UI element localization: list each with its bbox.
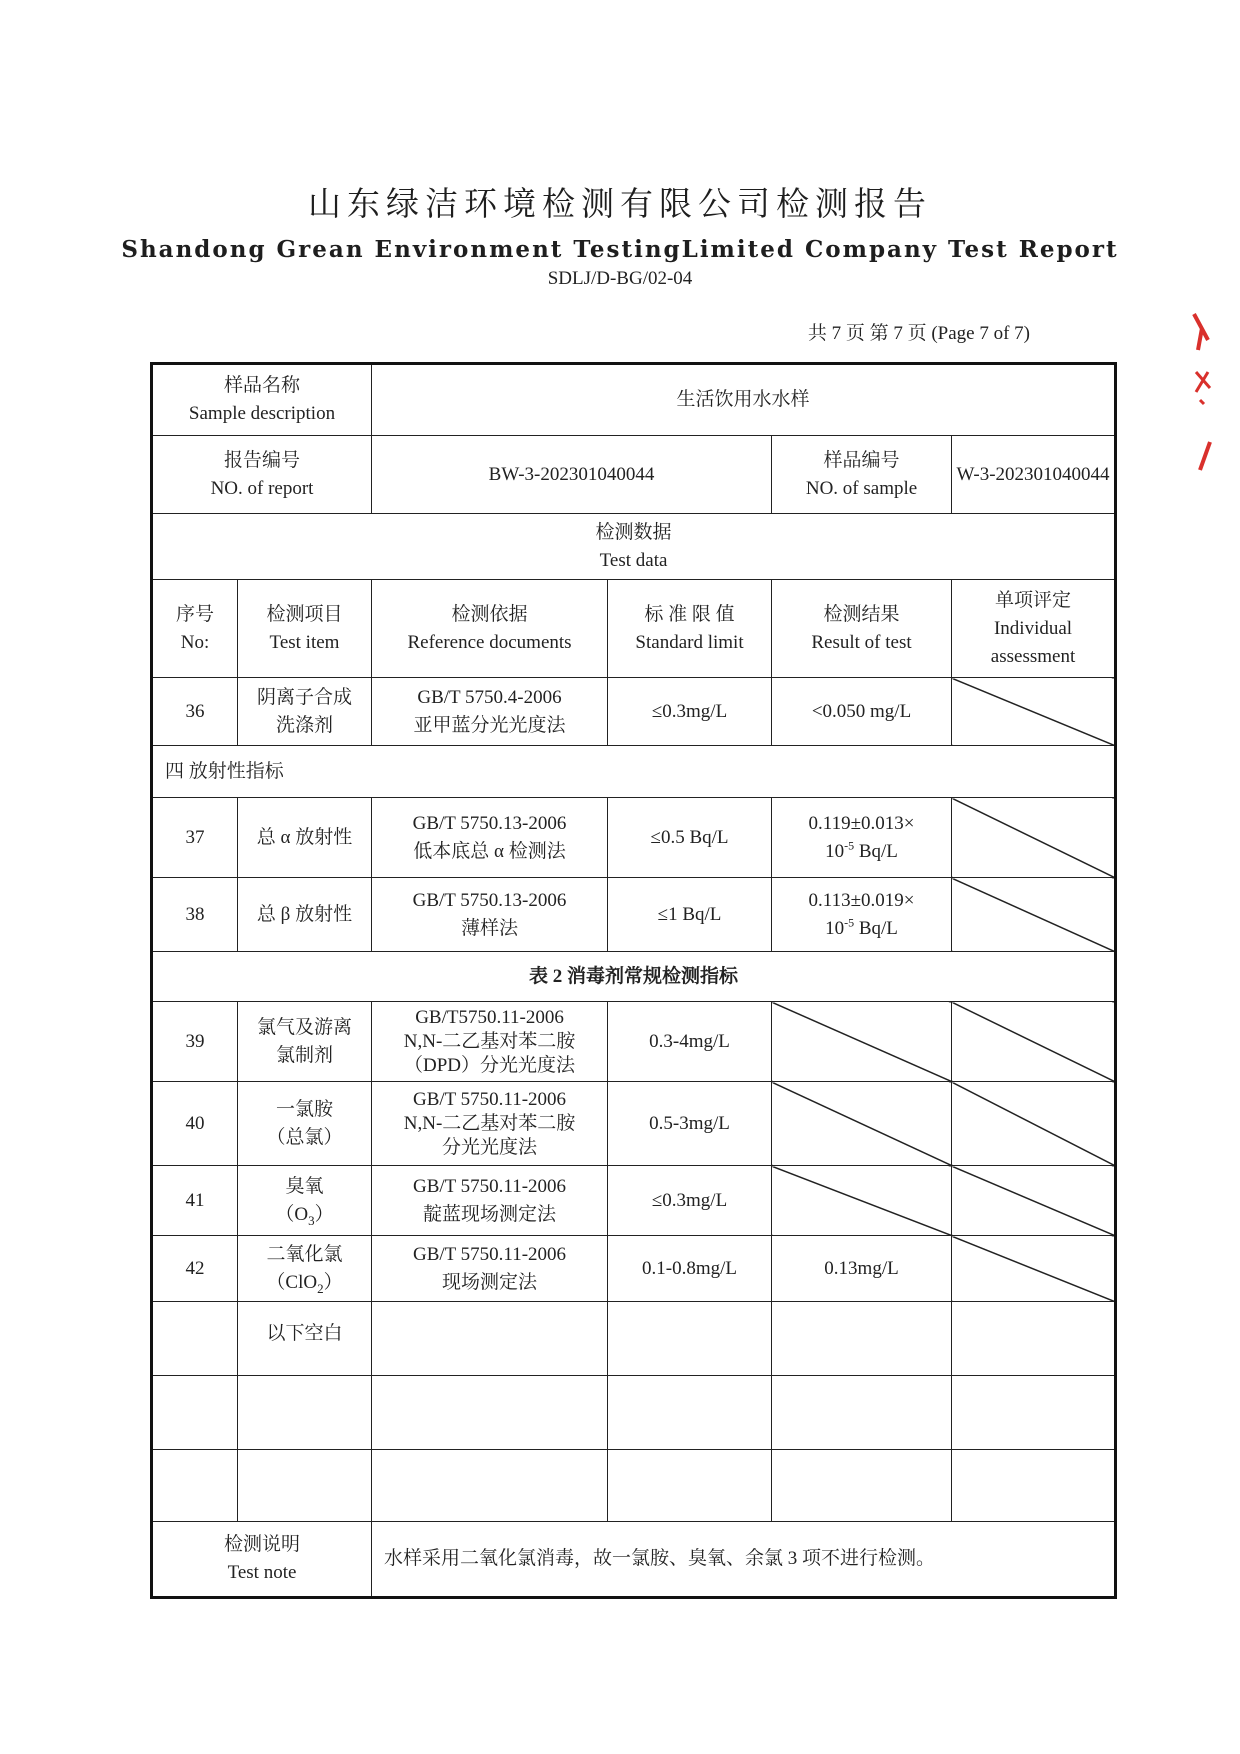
table-row bbox=[152, 1082, 1116, 1166]
standard-limit: 0.5-3mg/L bbox=[608, 1082, 772, 1166]
blank-cell bbox=[372, 1376, 608, 1450]
column-header-reference-en: Reference documents bbox=[407, 631, 572, 653]
test-report-table bbox=[150, 362, 1117, 1599]
blank-cell bbox=[152, 1450, 238, 1522]
test-item-line2 bbox=[242, 1269, 367, 1297]
test-note-label-en: Test note bbox=[227, 1562, 297, 1583]
assessment-diagonal bbox=[952, 678, 1116, 746]
test-data-title-row bbox=[152, 514, 1116, 580]
result-exponent: -5 bbox=[844, 915, 855, 930]
column-header-assessment bbox=[952, 580, 1116, 678]
result-line1: 0.113±0.019× bbox=[808, 889, 915, 911]
standard-limit: 0.1-0.8mg/L bbox=[608, 1236, 772, 1302]
column-header-result-cn: 检测结果 bbox=[823, 603, 900, 625]
sample-number-label-en: NO. of sample bbox=[805, 477, 918, 499]
reference-line2: N,N-二乙基对苯二胺 bbox=[403, 1030, 576, 1052]
blank-cell bbox=[152, 1376, 238, 1450]
reference-document bbox=[372, 1166, 608, 1236]
test-result: <0.050 mg/L bbox=[772, 678, 952, 746]
reference-line1: GB/T 5750.11-2006 bbox=[412, 1088, 567, 1110]
sample-number-label-cn: 样品编号 bbox=[823, 449, 900, 471]
column-header-item-en: Test item bbox=[269, 631, 340, 653]
test-note-label-cn: 检测说明 bbox=[224, 1534, 301, 1555]
table-row bbox=[152, 798, 1116, 878]
sample-description-label-cn: 样品名称 bbox=[224, 375, 301, 396]
blank-row bbox=[152, 1302, 1116, 1376]
blank-cell bbox=[952, 1450, 1116, 1522]
blank-cell bbox=[152, 1302, 238, 1376]
result-base: 10 bbox=[825, 917, 845, 939]
test-note-row bbox=[152, 1522, 1116, 1598]
test-item-line2 bbox=[242, 1201, 367, 1229]
standard-limit: ≤0.3mg/L bbox=[608, 1166, 772, 1236]
seal-stamp-icon bbox=[1192, 310, 1212, 480]
table-row bbox=[152, 1236, 1116, 1302]
reference-line2: 现场测定法 bbox=[442, 1271, 538, 1293]
blank-cell bbox=[608, 1302, 772, 1376]
result-exponent: -5 bbox=[844, 838, 855, 853]
blank-cell bbox=[372, 1302, 608, 1376]
reference-line3: 分光光度法 bbox=[442, 1136, 538, 1158]
reference-line2: 低本底总 α 检测法 bbox=[413, 840, 566, 862]
column-header-assessment-cn: 单项评定 bbox=[995, 589, 1072, 611]
reference-document bbox=[372, 878, 608, 952]
section-row bbox=[152, 952, 1116, 1002]
report-title-en: Shandong Grean Environment TestingLimited Company Test Report bbox=[121, 236, 1119, 263]
result-base: 10 bbox=[825, 840, 845, 862]
test-note-value: 水样采用二氧化氯消毒，故一氯胺、臭氧、余氯 3 项不进行检测。 bbox=[372, 1522, 1116, 1598]
formula-prefix: （ClO bbox=[266, 1271, 318, 1293]
column-header-no bbox=[152, 580, 238, 678]
section-title-radioactivity: 四 放射性指标 bbox=[152, 746, 1116, 798]
row-number: 41 bbox=[152, 1166, 238, 1236]
assessment-diagonal bbox=[952, 798, 1116, 878]
blank-cell bbox=[772, 1302, 952, 1376]
result-diagonal bbox=[772, 1082, 952, 1166]
sample-description-row bbox=[152, 364, 1116, 436]
test-item-line2: （总氯） bbox=[266, 1126, 343, 1148]
reference-line2: N,N-二乙基对苯二胺 bbox=[403, 1112, 576, 1134]
column-header-limit-cn: 标 准 限 值 bbox=[644, 603, 735, 625]
table-row bbox=[152, 1166, 1116, 1236]
reference-line1: GB/T5750.11-2006 bbox=[415, 1006, 564, 1028]
blank-cell bbox=[608, 1450, 772, 1522]
assessment-diagonal bbox=[952, 1082, 1116, 1166]
test-item-line1: 一氯胺 bbox=[276, 1098, 334, 1120]
test-result bbox=[772, 798, 952, 878]
reference-document bbox=[372, 1236, 608, 1302]
column-header-reference-cn: 检测依据 bbox=[451, 603, 528, 625]
assessment-diagonal bbox=[952, 1002, 1116, 1082]
report-number-label-en: NO. of report bbox=[210, 477, 314, 499]
result-diagonal bbox=[772, 1166, 952, 1236]
standard-limit: ≤0.3mg/L bbox=[608, 678, 772, 746]
formula-suffix: ） bbox=[314, 1203, 334, 1225]
blank-row bbox=[152, 1450, 1116, 1522]
reference-document bbox=[372, 798, 608, 878]
blank-cell bbox=[238, 1450, 372, 1522]
result-unit: Bq/L bbox=[854, 840, 898, 862]
column-header-limit-en: Standard limit bbox=[635, 631, 744, 653]
seal-stamp-fragment bbox=[1192, 310, 1212, 480]
reference-document bbox=[372, 1002, 608, 1082]
column-header-result-en: Result of test bbox=[811, 631, 912, 653]
test-data-title bbox=[152, 514, 1116, 580]
report-number-value: BW-3-202301040044 bbox=[372, 436, 772, 514]
sample-description-value: 生活饮用水水样 bbox=[372, 364, 1116, 436]
row-number: 36 bbox=[152, 678, 238, 746]
report-number-label-cn: 报告编号 bbox=[224, 449, 301, 471]
report-number-row bbox=[152, 436, 1116, 514]
result-line2 bbox=[776, 915, 947, 943]
test-item bbox=[238, 1082, 372, 1166]
test-item bbox=[238, 678, 372, 746]
blank-cell bbox=[772, 1450, 952, 1522]
reference-line1: GB/T 5750.4-2006 bbox=[417, 686, 562, 708]
sample-number-label bbox=[772, 436, 952, 514]
test-item-line1: 阴离子合成 bbox=[257, 686, 353, 708]
result-diagonal bbox=[772, 1002, 952, 1082]
column-header-row bbox=[152, 580, 1116, 678]
document-code: SDLJ/D-BG/02-04 bbox=[547, 268, 693, 289]
blank-row bbox=[152, 1376, 1116, 1450]
test-note-label bbox=[152, 1522, 372, 1598]
blank-cell bbox=[772, 1376, 952, 1450]
standard-limit: ≤1 Bq/L bbox=[608, 878, 772, 952]
test-item-line2: 洗涤剂 bbox=[276, 714, 334, 736]
result-unit: Bq/L bbox=[854, 917, 898, 939]
blank-cell bbox=[238, 1376, 372, 1450]
test-item bbox=[238, 1166, 372, 1236]
sample-number-value: W-3-202301040044 bbox=[952, 436, 1116, 514]
test-item bbox=[238, 1236, 372, 1302]
test-result: 0.13mg/L bbox=[772, 1236, 952, 1302]
blank-cell bbox=[372, 1450, 608, 1522]
reference-line3: （DPD）分光光度法 bbox=[404, 1054, 576, 1076]
reference-document bbox=[372, 1082, 608, 1166]
row-number: 40 bbox=[152, 1082, 238, 1166]
result-line1: 0.119±0.013× bbox=[808, 812, 915, 834]
blank-cell bbox=[608, 1376, 772, 1450]
test-item bbox=[238, 1002, 372, 1082]
reference-document bbox=[372, 678, 608, 746]
blank-cell bbox=[952, 1302, 1116, 1376]
test-data-title-cn: 检测数据 bbox=[595, 521, 672, 543]
column-header-no-en: No: bbox=[180, 631, 210, 653]
column-header-no-cn: 序号 bbox=[175, 603, 214, 625]
result-line2 bbox=[776, 838, 947, 866]
sample-description-label-en: Sample description bbox=[188, 403, 336, 424]
formula-subscript: 2 bbox=[317, 1280, 324, 1296]
page-info: 共 7 页 第 7 页 (Page 7 of 7) bbox=[807, 323, 1030, 344]
assessment-diagonal bbox=[952, 1236, 1116, 1302]
column-header-reference bbox=[372, 580, 608, 678]
reference-line1: GB/T 5750.13-2006 bbox=[412, 889, 567, 911]
reference-line2: 靛蓝现场测定法 bbox=[423, 1203, 557, 1225]
table-row bbox=[152, 1002, 1116, 1082]
test-item-line1: 臭氧 bbox=[285, 1175, 324, 1197]
reference-line1: GB/T 5750.13-2006 bbox=[412, 812, 567, 834]
formula-suffix: ） bbox=[323, 1271, 343, 1293]
test-result bbox=[772, 878, 952, 952]
row-number: 37 bbox=[152, 798, 238, 878]
test-item: 总 β 放射性 bbox=[238, 878, 372, 952]
table2-title: 表 2 消毒剂常规检测指标 bbox=[152, 952, 1116, 1002]
column-header-item-cn: 检测项目 bbox=[266, 603, 343, 625]
standard-limit: 0.3-4mg/L bbox=[608, 1002, 772, 1082]
reference-line2: 亚甲蓝分光光度法 bbox=[413, 714, 566, 736]
table-row bbox=[152, 678, 1116, 746]
column-header-limit bbox=[608, 580, 772, 678]
blank-cell bbox=[952, 1376, 1116, 1450]
sample-description-label bbox=[152, 364, 372, 436]
test-item-line1: 氯气及游离 bbox=[257, 1016, 353, 1038]
column-header-assessment-en2: assessment bbox=[990, 645, 1076, 667]
reference-line2: 薄样法 bbox=[461, 917, 519, 939]
table-row bbox=[152, 878, 1116, 952]
test-item: 总 α 放射性 bbox=[238, 798, 372, 878]
column-header-assessment-en1: Individual bbox=[993, 617, 1073, 639]
reference-line1: GB/T 5750.11-2006 bbox=[412, 1243, 567, 1265]
assessment-diagonal bbox=[952, 1166, 1116, 1236]
standard-limit: ≤0.5 Bq/L bbox=[608, 798, 772, 878]
formula-subscript: 3 bbox=[308, 1212, 315, 1228]
row-number: 39 bbox=[152, 1002, 238, 1082]
test-data-title-en: Test data bbox=[599, 549, 668, 571]
test-item-line2: 氯制剂 bbox=[276, 1044, 334, 1066]
column-header-item bbox=[238, 580, 372, 678]
column-header-result bbox=[772, 580, 952, 678]
row-number: 42 bbox=[152, 1236, 238, 1302]
blank-note: 以下空白 bbox=[238, 1302, 372, 1376]
test-item-line1: 二氧化氯 bbox=[266, 1243, 343, 1265]
formula-prefix: （O bbox=[275, 1203, 309, 1225]
section-row bbox=[152, 746, 1116, 798]
assessment-diagonal bbox=[952, 878, 1116, 952]
reference-line1: GB/T 5750.11-2006 bbox=[412, 1175, 567, 1197]
row-number: 38 bbox=[152, 878, 238, 952]
report-number-label bbox=[152, 436, 372, 514]
report-title-cn: 山东绿洁环境检测有限公司检测报告 bbox=[308, 184, 932, 223]
